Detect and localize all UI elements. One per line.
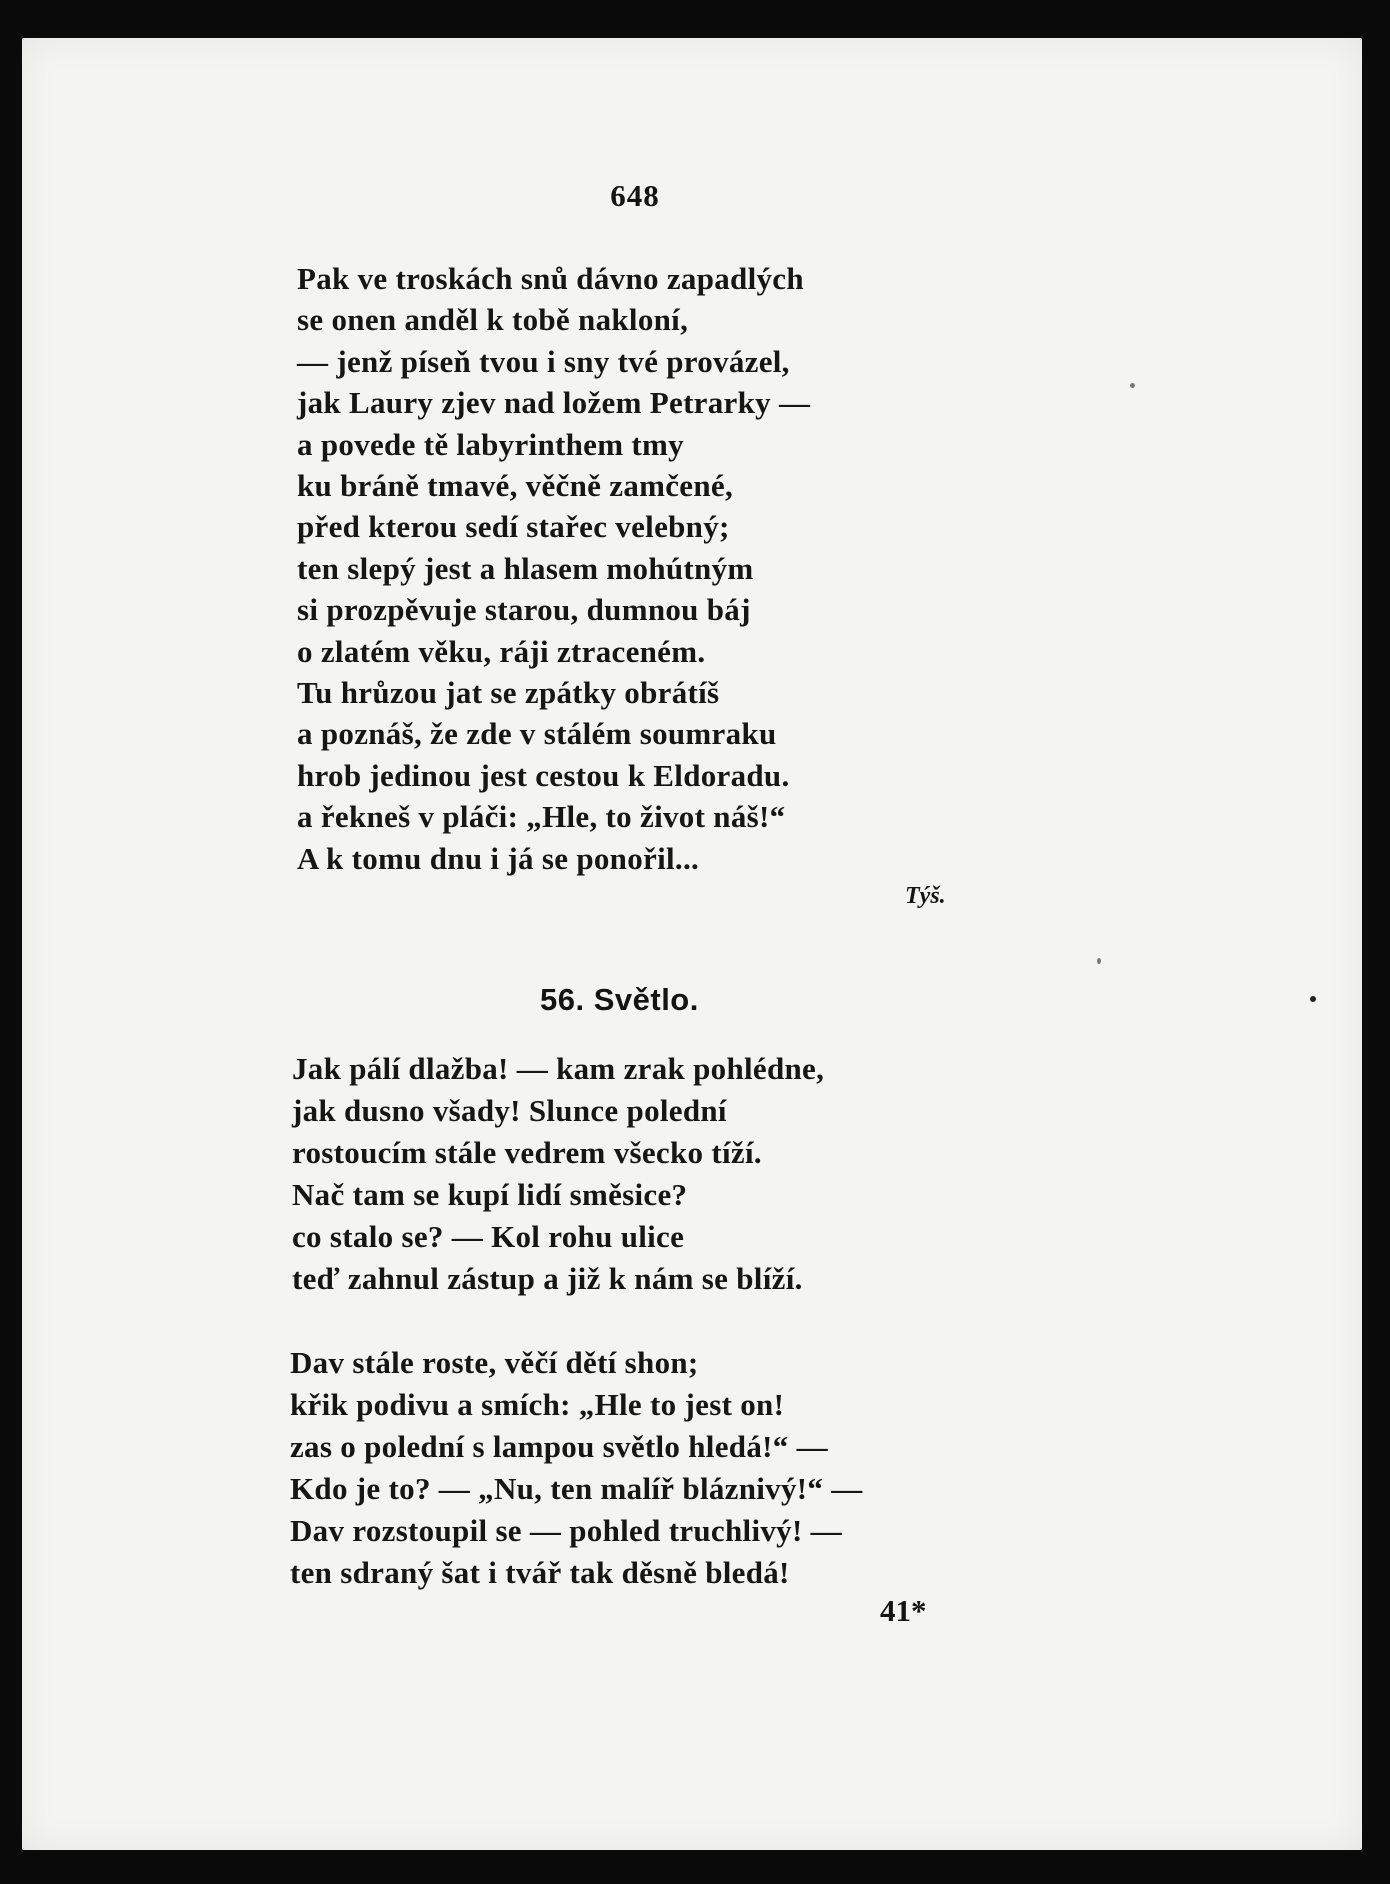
verse-line: Nač tam se kupí lidí směsice? xyxy=(292,1177,688,1212)
printer-signature-mark: 41* xyxy=(880,1593,927,1628)
author-signature: Týš. xyxy=(905,883,946,909)
verse-line: o zlatém věku, ráji ztraceném. xyxy=(297,633,706,669)
verse-line: se onen anděl k tobě nakloní, xyxy=(297,302,689,338)
paper-speck xyxy=(1130,383,1135,388)
verse-line: Dav stále roste, věčí dětí shon; xyxy=(290,1345,699,1380)
paper-speck xyxy=(1310,996,1316,1002)
verse-line: ten slepý jest a hlasem mohútným xyxy=(297,550,754,586)
verse-line: co stalo se? — Kol rohu ulice xyxy=(292,1219,685,1254)
verse-line: zas o polední s lampou světlo hledá!“ — xyxy=(290,1429,828,1464)
verse-line: teď zahnul zástup a již k nám se blíží. xyxy=(292,1261,803,1296)
verse-line: a povede tě labyrinthem tmy xyxy=(297,426,684,462)
verse-line: A k tomu dnu i já se ponořil... xyxy=(297,840,700,876)
poem-continuation xyxy=(297,258,810,879)
verse-line: Pak ve troskách snů dávno zapadlých xyxy=(297,261,804,296)
poem-stanza-1 xyxy=(292,1048,824,1300)
verse-line: hrob jedinou jest cestou k Eldoradu. xyxy=(297,757,790,793)
poem-title: 56. Světlo. xyxy=(540,982,699,1017)
poem-stanza-2 xyxy=(290,1342,863,1594)
verse-line: jak Laury zjev nad ložem Petrarky — xyxy=(297,385,811,421)
verse-line: jak dusno všady! Slunce polední xyxy=(292,1093,727,1128)
verse-line: před kterou sedí stařec velebný; xyxy=(297,509,730,545)
verse-line: a řekneš v pláči: „Hle, to život náš!“ xyxy=(297,799,786,835)
verse-line: ku bráně tmavé, věčně zamčené, xyxy=(297,468,734,504)
verse-line: Dav rozstoupil se — pohled truchlivý! — xyxy=(290,1513,842,1548)
verse-line: Kdo je to? — „Nu, ten malíř bláznivý!“ — xyxy=(290,1471,863,1506)
verse-line: si prozpěvuje starou, dumnou báj xyxy=(297,592,751,628)
verse-line: a poznáš, že zde v stálém soumraku xyxy=(297,716,777,752)
paper-speck xyxy=(1097,958,1101,964)
verse-line: Jak pálí dlažba! — kam zrak pohlédne, xyxy=(292,1051,825,1086)
verse-line: křik podivu a smích: „Hle to jest on! xyxy=(290,1387,785,1422)
verse-line: — jenž píseň tvou i sny tvé provázel, xyxy=(297,343,790,379)
verse-line: rostoucím stále vedrem všecko tíží. xyxy=(292,1135,762,1170)
verse-line: ten sdraný šat i tvář tak děsně bledá! xyxy=(290,1555,790,1590)
verse-line: Tu hrůzou jat se zpátky obrátíš xyxy=(297,675,720,711)
page-number: 648 xyxy=(610,178,660,213)
